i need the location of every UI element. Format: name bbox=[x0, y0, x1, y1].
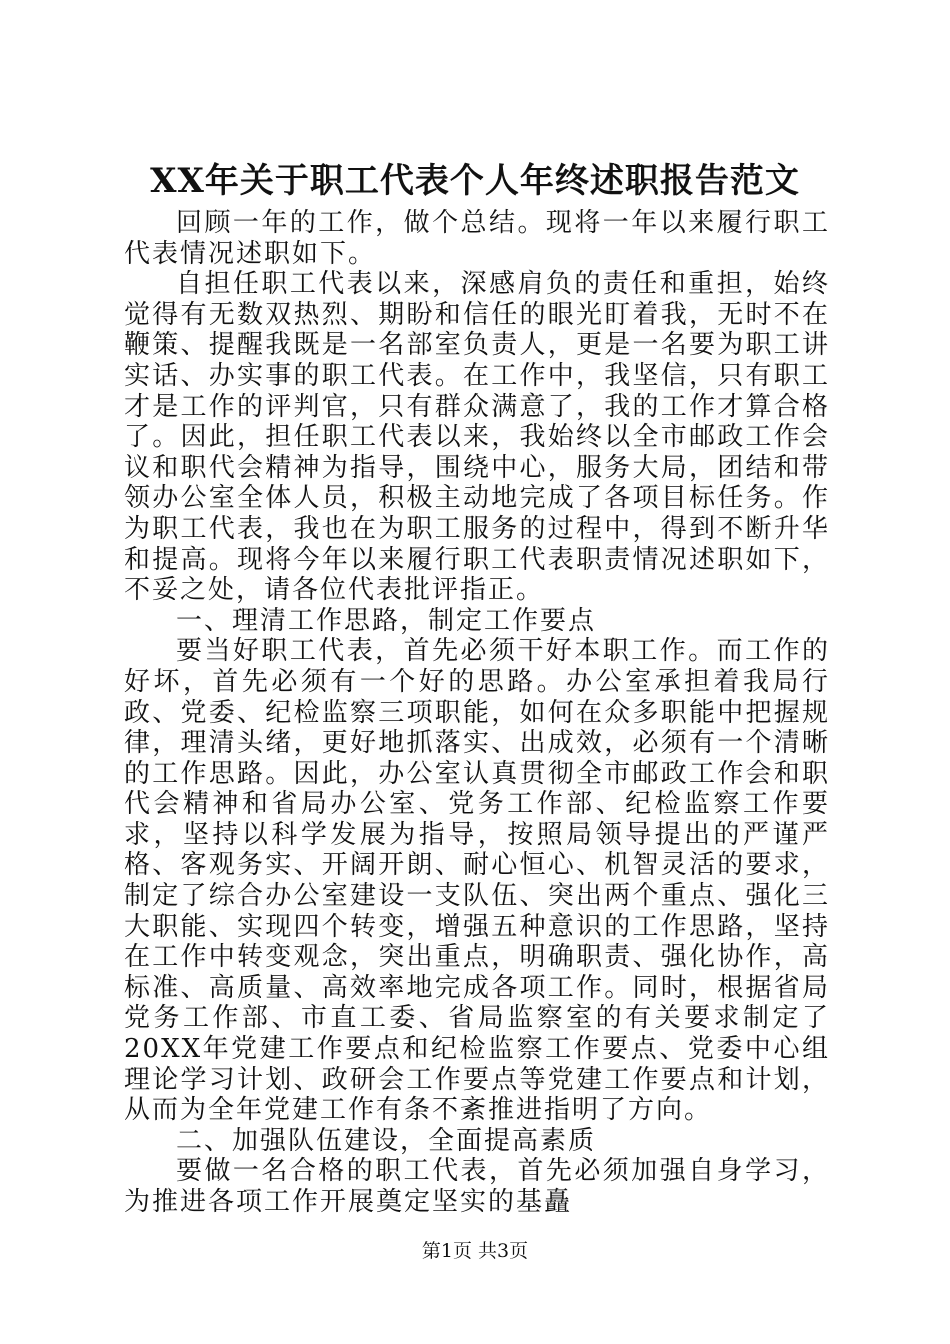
paragraph: 要做一名合格的职工代表，首先必须加强自身学习，为推进各项工作开展奠定坚实的基矗 bbox=[124, 1156, 830, 1217]
section-heading: 二、加强队伍建设，全面提高素质 bbox=[176, 1125, 597, 1156]
page-number-footer: 第1页 共3页 bbox=[421, 1240, 529, 1262]
document-title: XX年关于职工代表个人年终述职报告范文 bbox=[150, 161, 800, 201]
paragraph: 要当好职工代表，首先必须干好本职工作。而工作的好坏，首先必须有一个好的思路。办公室承担着我局行政、党委、纪检监察三项职能，如何在众多职能中把握规律，理清头绪，更好地抓落实、出成效，必须有一个清晰的工作思路。因此，办公室认真贯彻全市邮政工作会和职代会精神和省局办公室、党务工作部、纪检监察工作要求，坚持以科学发展为指导，按照局领导提出的严谨严格、客观务实、开阔开朗、耐心恒心、机智灵活的要求，制定了综合办公室建设一支队伍、突出两个重点、强化三大职能、实现四个转变，增强五种意识的工作思路，坚持在工作中转变观念，突出重点，明确职责、强化协作，高标准、高质量、高效率地完成各项工作。同时，根据省局党务工作部、市直工委、省局监察室的有关要求制定了20XX年党建工作要点和纪检监察工作要点、党委中心组理论学习计划、政研会工作要点等党建工作要点和计划，从而为全年党建工作有条不紊推进指明了方向。 bbox=[124, 636, 830, 1126]
paragraph: 回顾一年的工作，做个总结。现将一年以来履行职工代表情况述职如下。 bbox=[124, 208, 830, 269]
document-body bbox=[124, 208, 830, 1218]
section-heading: 一、理清工作思路，制定工作要点 bbox=[176, 605, 597, 636]
paragraph: 自担任职工代表以来，深感肩负的责任和重担，始终觉得有无数双热烈、期盼和信任的眼光盯着我，无时不在鞭策、提醒我既是一名部室负责人，更是一名要为职工讲实话、办实事的职工代表。在工作中，我坚信，只有职工才是工作的评判官，只有群众满意了，我的工作才算合格了。因此，担任职工代表以来，我始终以全市邮政工作会议和职代会精神为指导，围绕中心，服务大局，团结和带领办公室全体人员，积极主动地完成了各项目标任务。作为职工代表，我也在为职工服务的过程中，得到不断升华和提高。现将今年以来履行职工代表职责情况述职如下，不妥之处，请各位代表批评指正。 bbox=[124, 269, 830, 606]
